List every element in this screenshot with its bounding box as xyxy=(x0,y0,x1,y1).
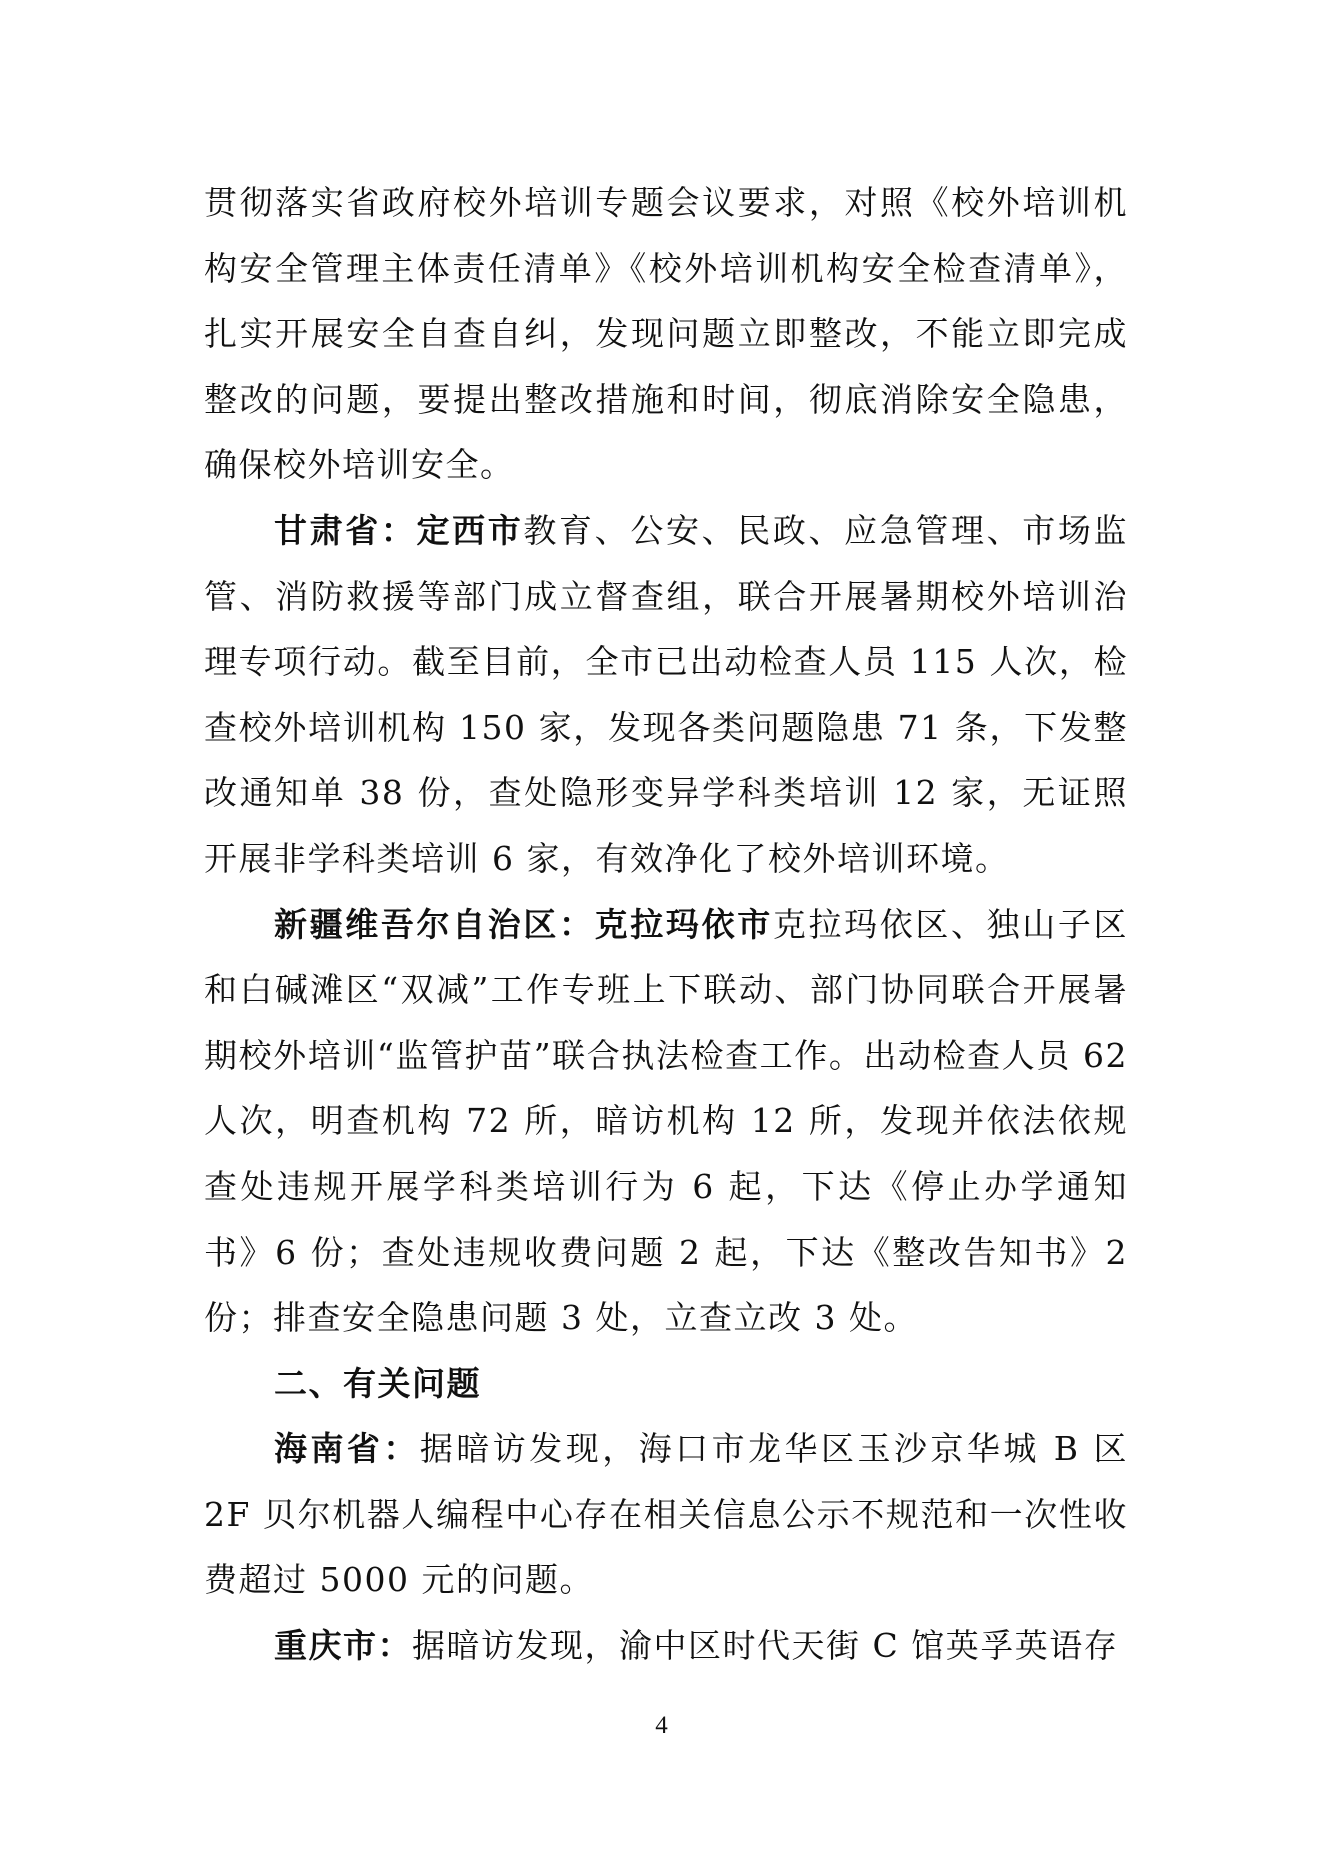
paragraph-text: 教育、公安、民政、应急管理、市场监管、消防救援等部门成立督查组，联合开展暑期校外培训治理专项行动。截至目前，全市已出动检查人员 115 人次，检查校外培训机构 150 家，发现各类问题隐患 71 条，下发整改通知单 38 份，查处隐形变异学科类培训 12 家，无证照开展非学科类培训 6 家，有效净化了校外培训环境。 xyxy=(204,510,1129,878)
paragraph-label: 海南省： xyxy=(274,1429,420,1469)
paragraph-text: 据暗访发现，海口市龙华区玉沙京华城 B 区 2F 贝尔机器人编程中心存在相关信息公示不规范和一次性收费超过 5000 元的问题。 xyxy=(204,1429,1128,1600)
paragraph-safety-check-continuation xyxy=(204,170,1128,498)
paragraph-text: 克拉玛依区、独山子区和白碱滩区“双减”工作专班上下联动、部门协同联合开展暑期校外培训“监管护苗”联合执法检查工作。出动检查人员 62 人次，明查机构 72 所，暗访机构 12 所，发现并依法依规查处违规开展学科类培训行为 6 起，下达《停止办学通知书》6 份；查处违规收费问题 2 起，下达《整改告知书》2 份；排查安全隐患问题 3 处，立查立改 3 处。 xyxy=(204,904,1129,1338)
section-heading: 二、有关问题 xyxy=(274,1363,481,1403)
paragraph-chongqing xyxy=(204,1613,1128,1679)
paragraph-label: 新疆维吾尔自治区：克拉玛依市 xyxy=(274,904,773,944)
paragraph-gansu xyxy=(204,498,1128,892)
paragraph-text: 据暗访发现，渝中区时代天街 C 馆英孚英语存 xyxy=(412,1626,1119,1666)
paragraph-xinjiang xyxy=(204,892,1128,1351)
paragraph-label: 甘肃省：定西市 xyxy=(274,510,524,550)
paragraph-text: 贯彻落实省政府校外培训专题会议要求，对照《校外培训机构安全管理主体责任清单》《校外培训机构安全检查清单》，扎实开展安全自查自纠，发现问题立即整改，不能立即完成整改的问题，要提出整改措施和时间，彻底消除安全隐患，确保校外培训安全。 xyxy=(204,183,1128,485)
document-body xyxy=(204,170,1128,1679)
paragraph-label: 重庆市： xyxy=(274,1626,412,1666)
paragraph-hainan xyxy=(204,1416,1128,1613)
page-number: 4 xyxy=(655,1712,668,1739)
